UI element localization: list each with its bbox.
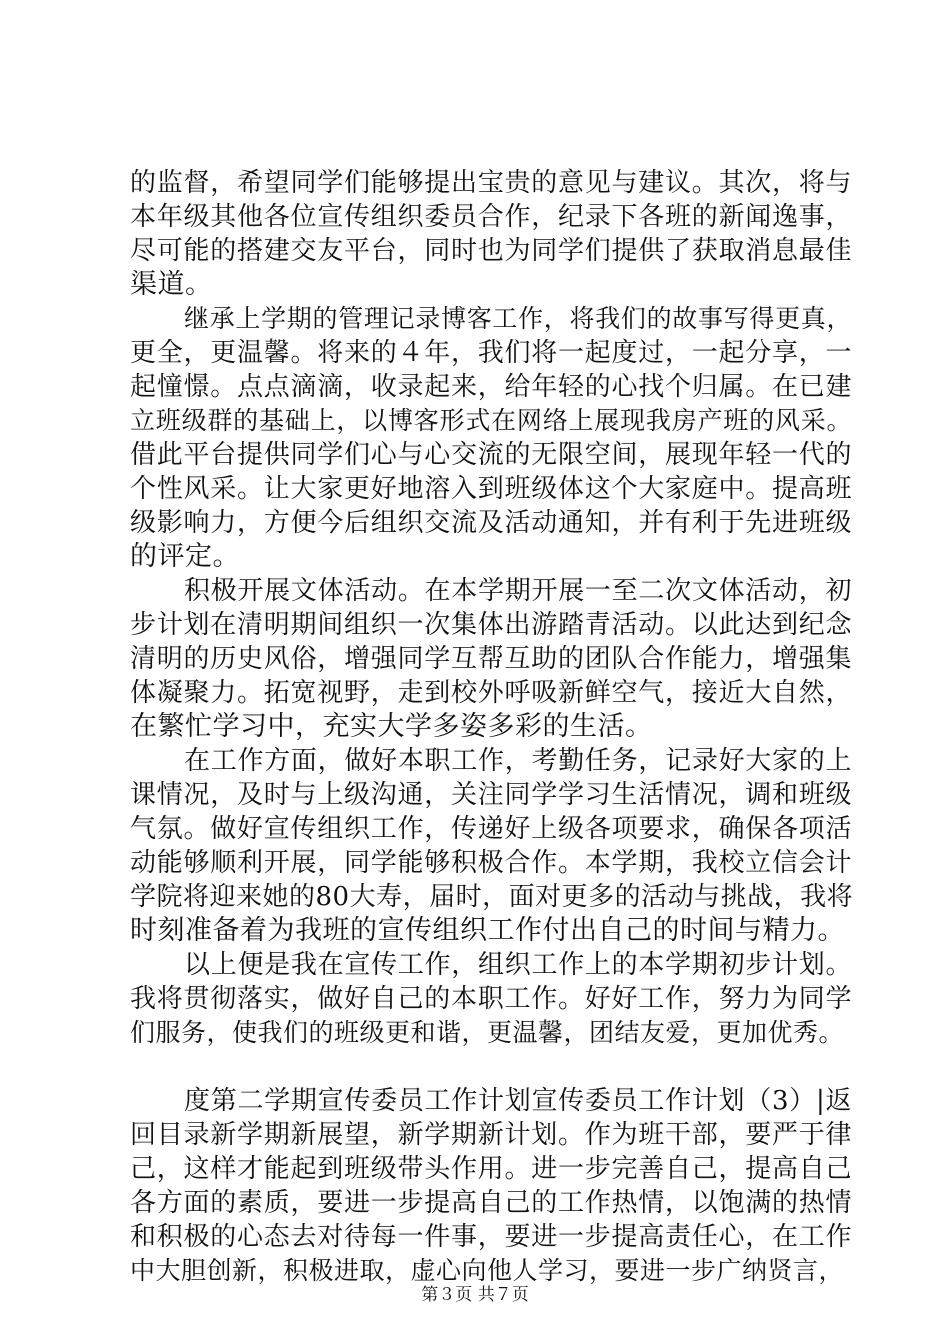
text-line: 回目录新学期新展望，新学期新计划。作为班干部，要严于律 — [130, 1120, 852, 1150]
text-line: 积极开展文体活动。在本学期开展一至二次文体活动，初 — [184, 576, 852, 606]
paragraph-gap — [130, 1050, 852, 1084]
text-line: 更全，更温馨。将来的４年，我们将一起度过，一起分享，一 — [130, 338, 852, 368]
paragraph — [130, 574, 852, 744]
text-line: 本年级其他各位宣传组织委员合作，纪录下各班的新闻逸事， — [130, 202, 852, 232]
text-line: 以上便是我在宣传工作，组织工作上的本学期初步计划。 — [184, 950, 852, 980]
text-line: 在工作方面，做好本职工作，考勤任务，记录好大家的上 — [184, 746, 852, 776]
text-line: 课情况，及时与上级沟通，关注同学学习生活情况，调和班级 — [130, 780, 852, 810]
text-line: 起憧憬。点点滴滴，收录起来，给年轻的心找个归属。在已建 — [130, 372, 852, 402]
text-line: 渠道。 — [130, 269, 213, 300]
text-line: 的评定。 — [130, 541, 240, 572]
text-line: 己，这样才能起到班级带头作用。进一步完善自己，提高自己 — [130, 1154, 852, 1184]
text-line: 动能够顺利开展，同学能够积极合作。本学期，我校立信会计 — [130, 848, 852, 878]
text-line: 学院将迎来她的80大寿，届时，面对更多的活动与挑战，我将 — [130, 882, 854, 912]
paragraph — [130, 302, 852, 574]
text-line: 级影响力，方便今后组织交流及活动通知，并有利于先进班级 — [130, 508, 852, 538]
text-line: 时刻准备着为我班的宣传组织工作付出自己的时间与精力。 — [130, 915, 845, 946]
text-line: 个性风采。让大家更好地溶入到班级体这个大家庭中。提高班 — [130, 474, 852, 504]
text-line: 体凝聚力。拓宽视野，走到校外呼吸新鲜空气，接近大自然， — [130, 678, 852, 708]
text-line: 气氛。做好宣传组织工作，传递好上级各项要求，确保各项活 — [130, 814, 852, 844]
paragraph — [130, 166, 852, 302]
paragraph — [130, 744, 852, 948]
text-line: 继承上学期的管理记录博客工作，将我们的故事写得更真， — [184, 304, 852, 333]
text-line: 步计划在清明期间组织一次集体出游踏青活动。以此达到纪念 — [130, 610, 852, 640]
page-number-footer: 第３页 共７页 — [421, 1285, 529, 1305]
document-body — [130, 166, 852, 1288]
text-line: 和积极的心态去对待每一件事，要进一步提高责任心，在工作 — [130, 1222, 852, 1252]
text-line: 清明的历史风俗，增强同学互帮互助的团队合作能力，增强集 — [130, 644, 852, 674]
text-line: 各方面的素质，要进一步提高自己的工作热情，以饱满的热情 — [130, 1188, 852, 1218]
text-line: 中大胆创新，积极进取，虚心向他人学习，要进一步广纳贤言， — [130, 1256, 845, 1285]
text-line: 借此平台提供同学们心与心交流的无限空间，展现年轻一代的 — [130, 440, 852, 470]
text-line: 尽可能的搭建交友平台，同时也为同学们提供了获取消息最佳 — [130, 236, 852, 266]
paragraph — [130, 1084, 852, 1288]
text-line: 在繁忙学习中，充实大学多姿多彩的生活。 — [130, 711, 653, 742]
text-line: 我将贯彻落实，做好自己的本职工作。好好工作，努力为同学 — [130, 984, 852, 1014]
text-line: 度第二学期宣传委员工作计划宣传委员工作计划（3）|返 — [184, 1086, 852, 1116]
text-line: 们服务，使我们的班级更和谐，更温馨，团结友爱，更加优秀。 — [130, 1018, 845, 1047]
paragraph — [130, 948, 852, 1050]
text-line: 的监督，希望同学们能够提出宝贵的意见与建议。其次，将与 — [130, 168, 852, 198]
text-line: 立班级群的基础上，以博客形式在网络上展现我房产班的风采。 — [130, 406, 852, 435]
